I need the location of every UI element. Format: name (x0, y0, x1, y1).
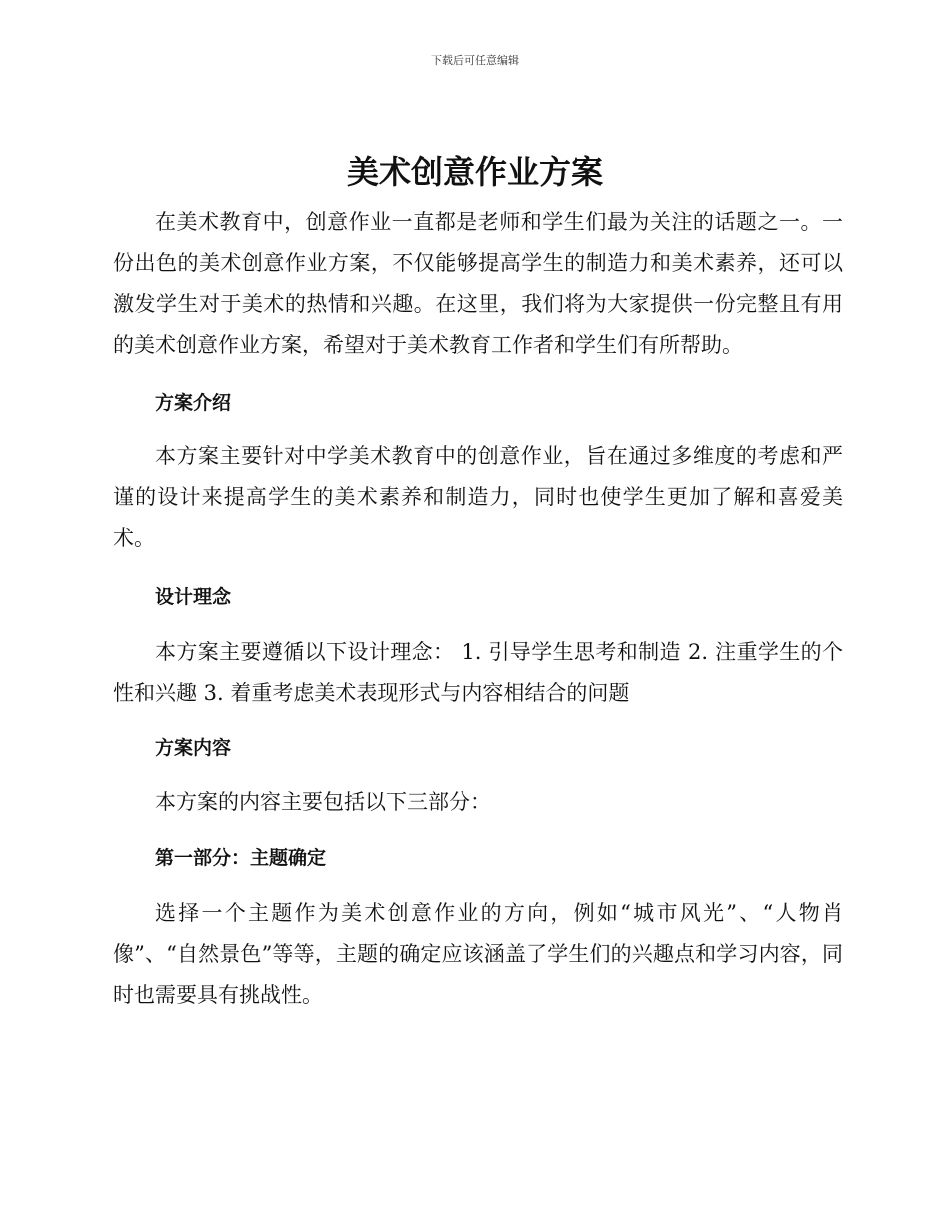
section-heading-content: 方案内容 (155, 737, 232, 759)
section-heading-part-one: 第一部分：主题确定 (155, 847, 327, 869)
section-body-design: 本方案主要遵循以下设计理念： 1. 引导学生思考和制造 2. 注重学生的个性和兴趣 3. 着重考虑美术表现形式与内容相结合的问题 (113, 640, 843, 705)
page-header-note: 下载后可任意编辑 (431, 54, 519, 67)
document-title: 美术创意作业方案 (346, 153, 603, 191)
section-heading-design: 设计理念 (155, 586, 232, 608)
section-body-intro: 本方案主要针对中学美术教育中的创意作业，旨在通过多维度的考虑和严谨的设计来提高学生的美术素养和制造力，同时也使学生更加了解和喜爱美术。 (113, 444, 843, 550)
section-body-content: 本方案的内容主要包括以下三部分： (155, 790, 491, 814)
intro-paragraph: 在美术教育中，创意作业一直都是老师和学生们最为关注的话题之一。一份出色的美术创意作业方案，不仅能够提高学生的制造力和美术素养，还可以激发学生对于美术的热情和兴趣。在这里，我们将为大家提供一份完整且有用的美术创意作业方案，希望对于美术教育工作者和学生们有所帮助。 (113, 210, 843, 357)
section-body-part-one: 选择一个主题作为美术创意作业的方向，例如“城市风光”、“人物肖像”、“自然景色”等等，主题的确定应该涵盖了学生们的兴趣点和学习内容，同时也需要具有挑战性。 (113, 901, 843, 1007)
section-heading-intro: 方案介绍 (155, 392, 232, 414)
